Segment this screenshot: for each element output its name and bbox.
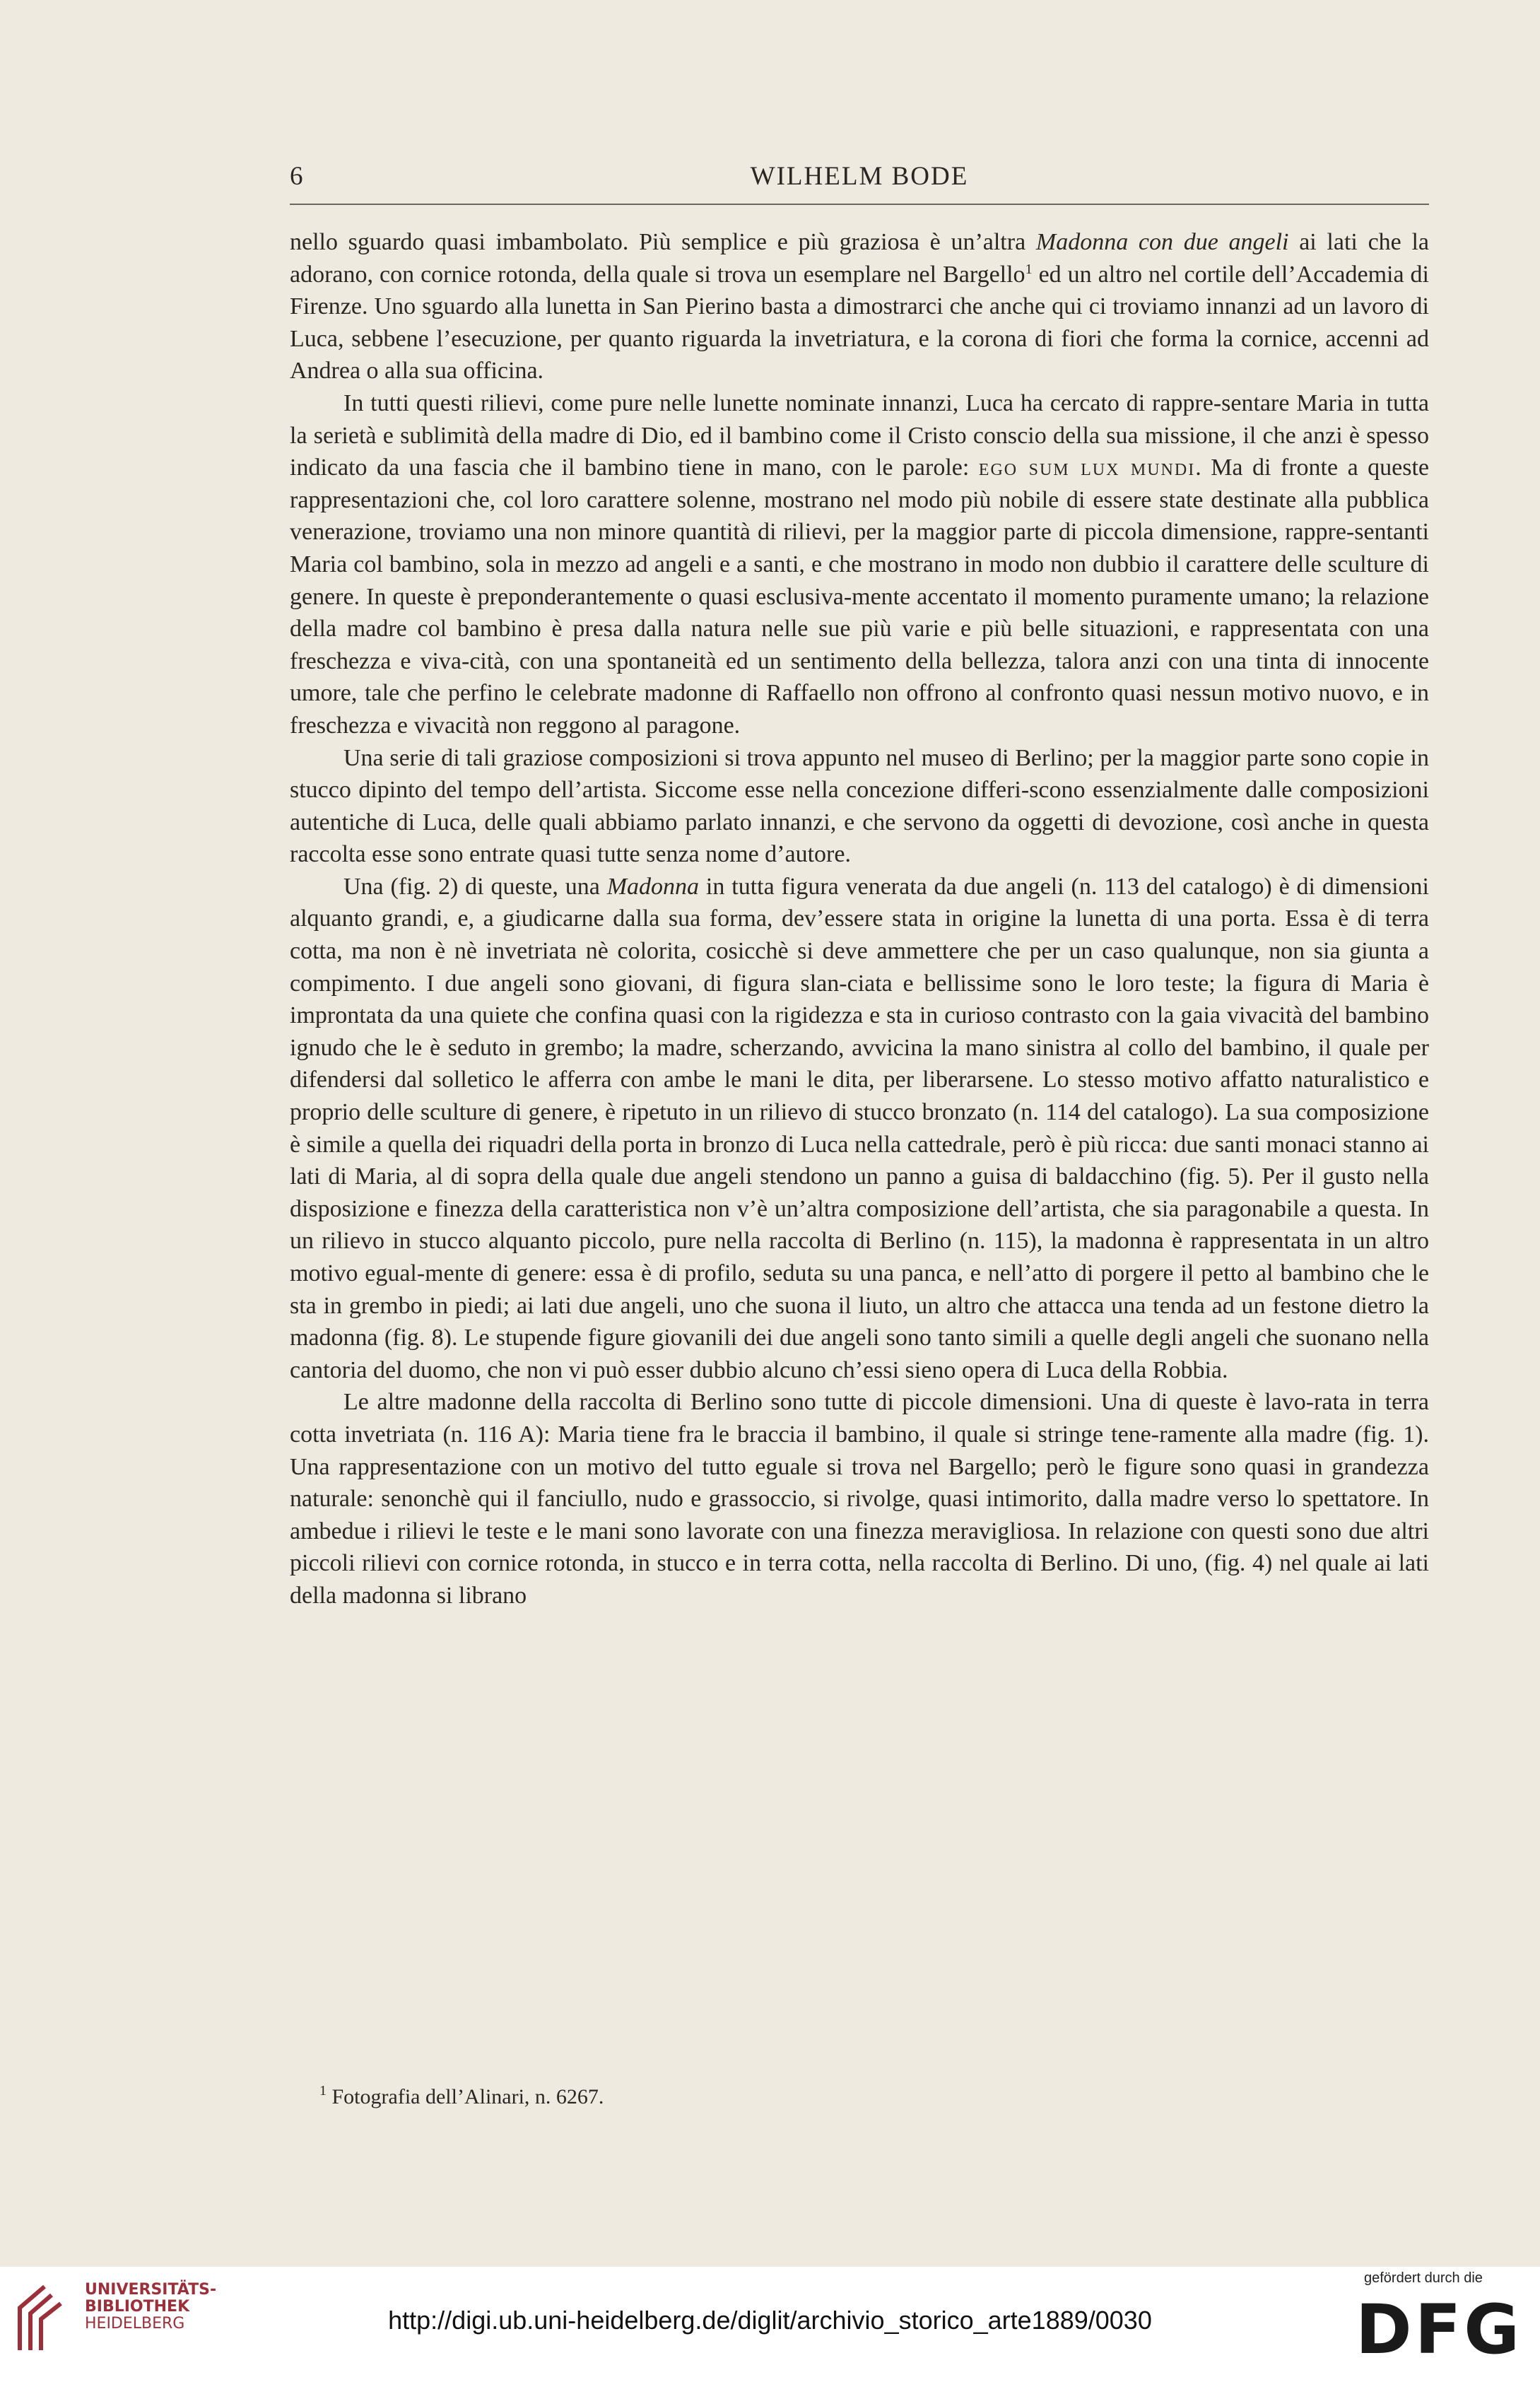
library-name-line-2: BIBLIOTHEK	[85, 2298, 190, 2316]
text-run: In tutti questi rilievi, come pure nelle lunette nominate innanzi, Luca ha cercato di rappre-sentare Maria in tutta la serietà e sublimità della madre di Dio, ed il bambino come il Cristo conscio della sua missione, il che anzi è spesso indicato da una fascia che il bambino tiene in mano, con le parole:	[290, 389, 1429, 481]
paragraph	[290, 387, 1429, 742]
paragraph	[290, 871, 1429, 1387]
italic-text: Madonna con due angeli	[1035, 229, 1289, 255]
body-text	[290, 226, 1429, 1612]
italic-text: Madonna	[606, 873, 700, 900]
funding-note: gefördert durch die	[1364, 2270, 1483, 2286]
text-run: ed un altro nel cortile dell’Accademia di Firenze. Uno sguardo alla lunetta in San Pierino basta a dimostrarci che anche qui ci troviamo innanzi ad un lavoro di Luca, sebbene l’esecuzione, per quanto riguarda la invetriatura, e la corona di fiori che forma la cornice, accenni ad Andrea o alla sua officina.	[290, 261, 1429, 385]
text-run: in tutta figura venerata da due angeli (n. 113 del catalogo) è di dimensioni alquanto grandi, e, a giudicarne dalla sua forma, dev’essere stata in origine la lunetta di una porta. Essa è di terra cotta, ma non è nè invetriata nè colorita, cosicchè si deve ammettere che per un caso qualunque, non sia giunta a compimento. I due angeli sono giovani, di figura slan-ciata e bellissime sono le loro teste; la figura di Maria è improntata da una quiete che confina quasi con la rigidezza e sta in curioso contrasto con la gaia vivacità del bambino ignudo che le è seduto in grembo; la madre, scherzando, avvicina la mano sinistra al collo del bambino, il quale per difendersi dal solletico le afferra con ambe le mani le dita, per liberarsene. Lo stesso motivo affatto naturalistico e proprio delle sculture di genere, è ripetuto in un rilievo di stucco bronzato (n. 114 del catalogo). La sua composizione è simile a quella dei riquadri della porta in bronzo di Luca nella cattedrale, però è più ricca: due santi monaci stanno ai lati di Maria, al di sopra della quale due angeli stendono un panno a guisa di baldacchino (fig. 5). Per il gusto nella disposizione e finezza della caratteristica non v’è un’altra composizione dell’artista, che sia paragonabile a questa. In un rilievo in stucco alquanto piccolo, pure nella raccolta di Berlino (n. 115), la madonna è rappresentata in un altro motivo egual-mente di genere: essa è di profilo, seduta su una panca, e nell’atto di porgere il petto al bambino che le sta in grembo in piedi; ai lati due angeli, uno che suona il liuto, un altro che attacca una tenda ad un festone dietro la madonna (fig. 8). Le stupende figure giovanili dei due angeli sono tanto simili a quelle degli angeli che suonano nella cantoria del duomo, che non vi può esser dubbio alcuno ch’essi sieno opera di Luca della Robbia.	[290, 873, 1429, 1383]
footnote-text: Fotografia dell’Alinari, n. 6267.	[327, 2085, 604, 2108]
text-run: Una serie di tali graziose composizioni si trova appunto nel museo di Berlino; per la maggior parte sono copie in stucco dipinto del tempo dell’artista. Siccome esse nella concezione differi-scono essenzialmente dalle composizioni autentiche di Luca, delle quali abbiamo parlato innanzi, e che servono da oggetti di devozione, così anche in questa raccolta esse sono entrate quasi tutte senza nome d’autore.	[290, 744, 1429, 868]
text-run: . Ma di fronte a queste rappresentazioni che, col loro carattere solenne, mostrano nel modo più nobile di essere state destinate alla pubblica venerazione, troviamo una non minore quantità di rilievi, per la maggior parte di piccola dimensione, rappre-sentanti Maria col bambino, sola in mezzo ad angeli e a santi, e che mostrano in modo non dubbio il carattere delle sculture di genere. In queste è preponderantemente o quasi esclusiva-mente accentato il momento puramente umano; la relazione della madre col bambino è presa dalla natura nelle sue più varie e più belle situazioni, e rappresentata con una freschezza e viva-cità, con una spontaneità ed un sentimento della bellezza, talora anzi con una tinta di innocente umore, tale che perfino le celebrate madonne di Raffaello non offrono al confronto quasi nessun motivo nuovo, e in freschezza e vivacità non reggono al paragone.	[290, 454, 1429, 739]
footnote-marker: 1	[319, 2083, 327, 2099]
footnote	[319, 2085, 1380, 2109]
footnote-reference: 1	[1025, 261, 1033, 277]
permalink-url[interactable]: http://digi.ub.uni-heidelberg.de/diglit/archivio_storico_arte1889/0030	[388, 2306, 1152, 2335]
dfg-logo: DFG	[1356, 2290, 1523, 2369]
text-run: Una (fig. 2) di queste, una	[343, 873, 607, 900]
page-number: 6	[290, 162, 304, 191]
text-run: ai lati che la adorano, con cornice rotonda, della quale si trova un esemplare nel Bargello	[290, 229, 1429, 288]
library-city: HEIDELBERG	[85, 2315, 185, 2333]
text-run: nello sguardo quasi imbambolato. Più semplice e più graziosa è un’altra	[290, 229, 1036, 255]
running-head-author: WILHELM BODE	[750, 162, 969, 191]
paragraph	[290, 226, 1429, 387]
small-caps-text: ego sum lux mundi	[978, 454, 1196, 481]
running-header	[290, 161, 1429, 198]
header-rule	[290, 204, 1429, 205]
text-run: Le altre madonne della raccolta di Berlino sono tutte di piccole dimensioni. Una di queste è lavo-rata in terra cotta invetriata (n. 116 A): Maria tiene fra le braccia il bambino, il quale si stringe tene-ramente alla madre (fig. 1). Una rappresentazione con un motivo del tutto eguale si trova nel Bargello; però le figure sono quasi in grandezza naturale: senonchè qui il fanciullo, nudo e grassoccio, si rivolge, quasi intimorito, dalla madre verso lo spettatore. In ambedue i rilievi le teste e le mani sono lavorate con una finezza meravigliosa. In relazione con questi sono due altri piccoli rilievi con cornice rotonda, in stucco e in terra cotta, nella raccolta di Berlino. Di uno, (fig. 4) nel quale ai lati della madonna si librano	[290, 1389, 1429, 1609]
library-name-line-1: UNIVERSITÄTS-	[85, 2281, 217, 2299]
paragraph	[290, 742, 1429, 871]
paragraph	[290, 1386, 1429, 1612]
